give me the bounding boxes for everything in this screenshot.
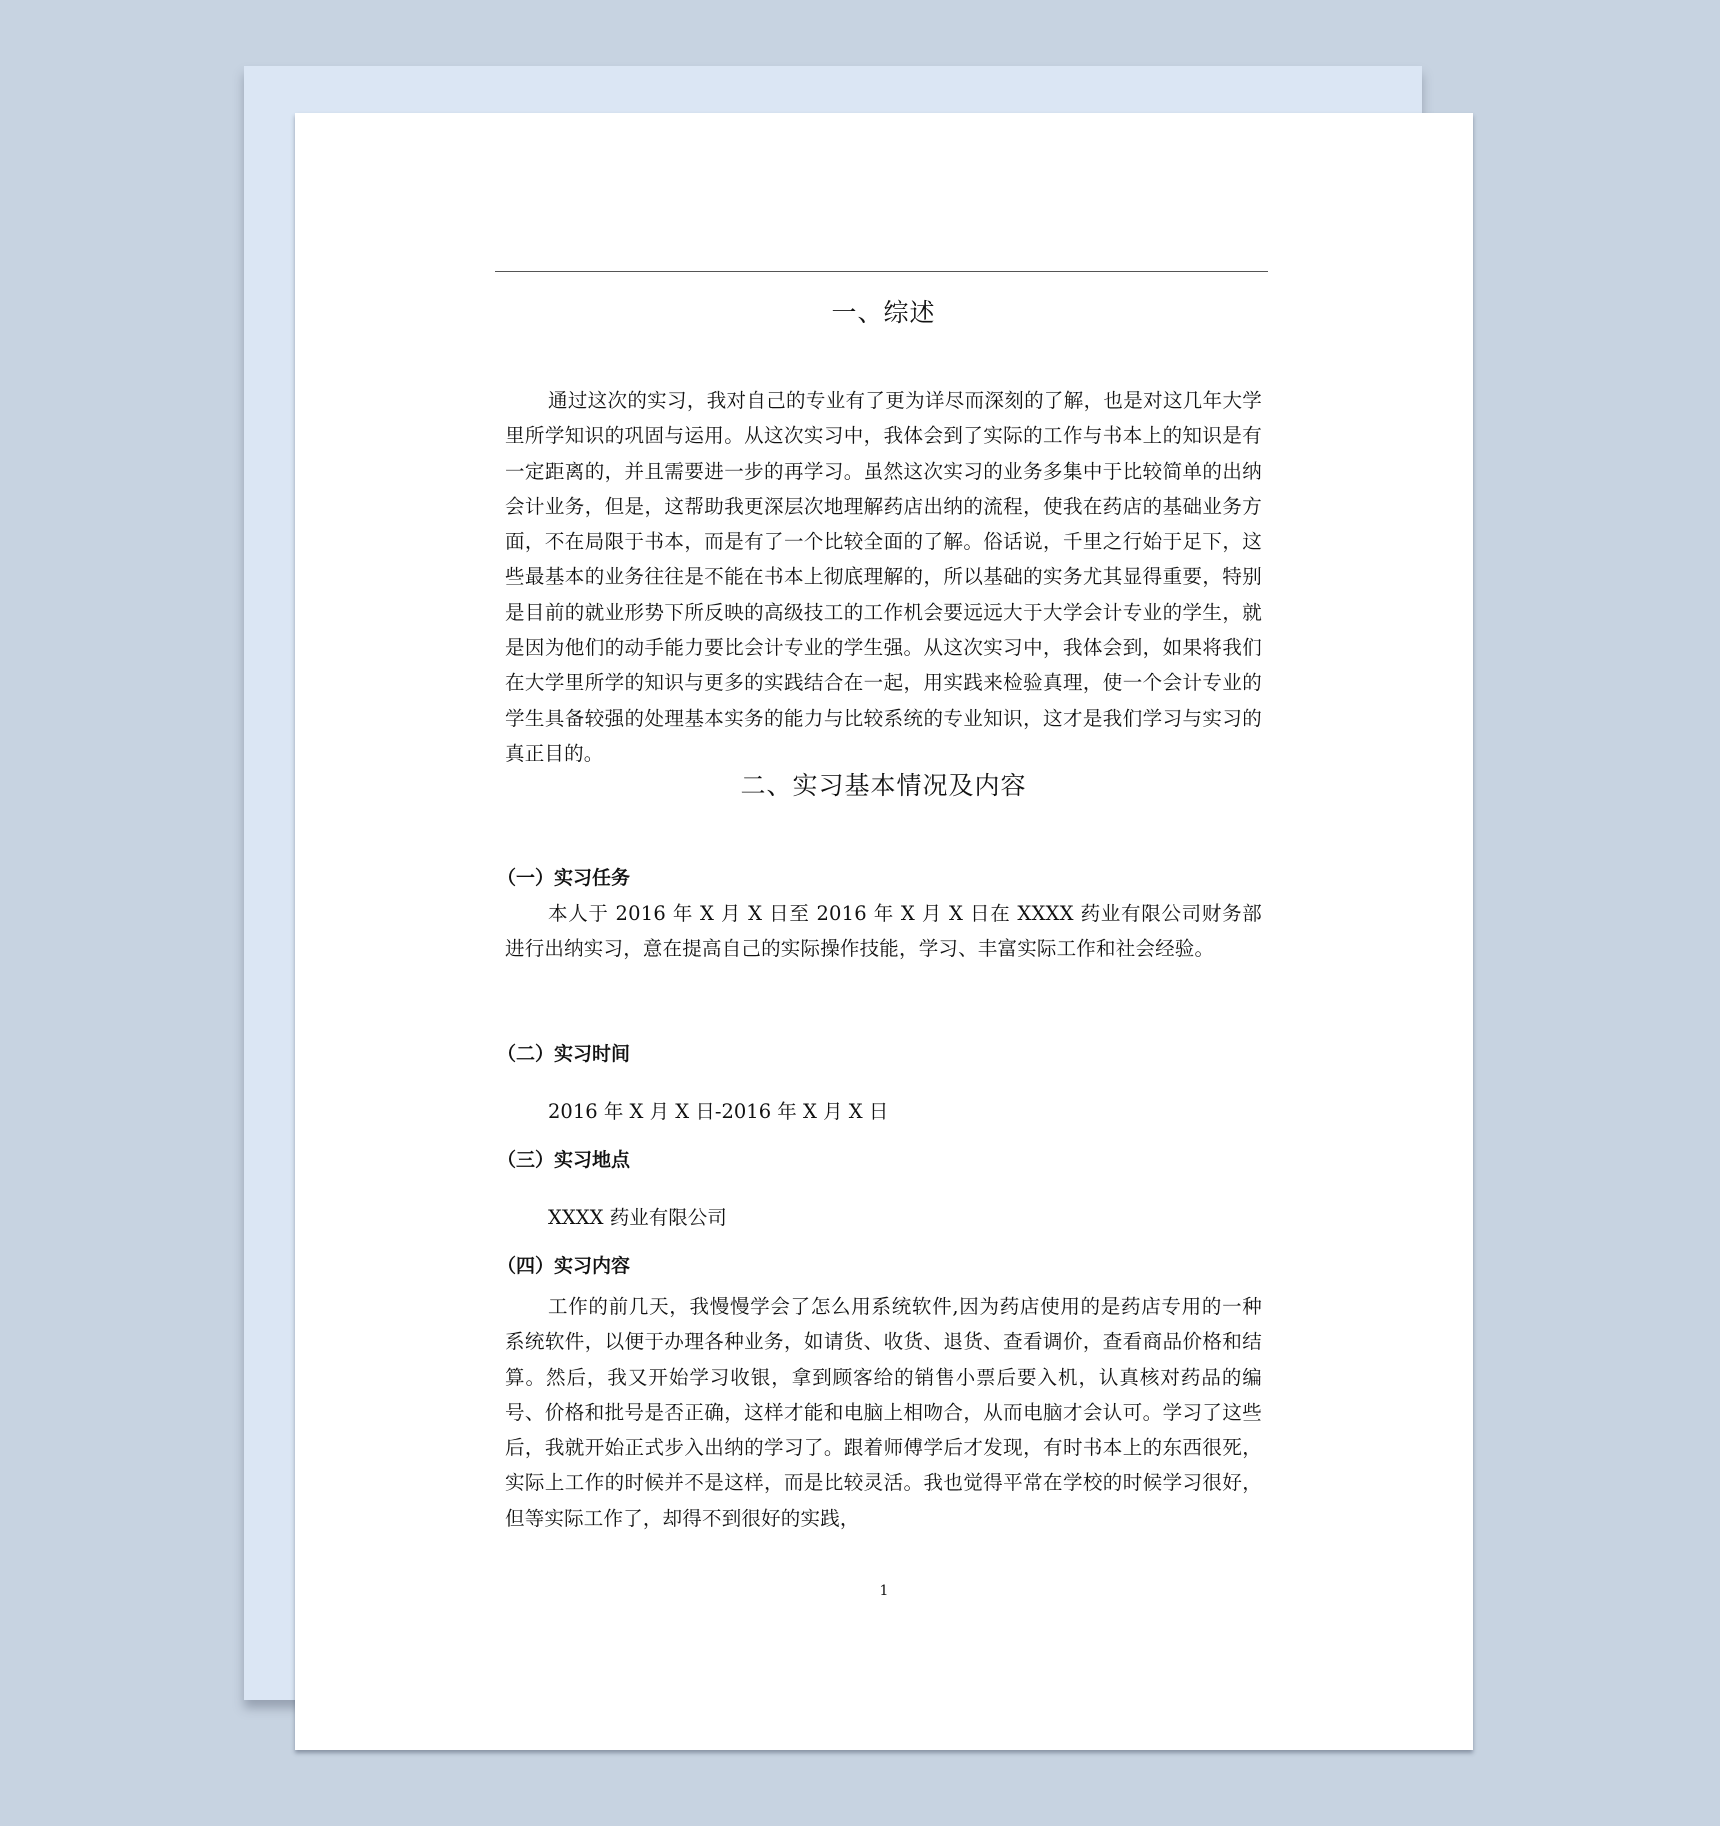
task-paragraph: 本人于 2016 年 X 月 X 日至 2016 年 X 月 X 日在 XXXX 药业有限公司财务部进行出纳实习，意在提高自己的实际操作技能，学习、丰富实际工作和社会经验。: [505, 902, 1262, 961]
subsection-heading-time: （二）实习时间: [497, 1043, 631, 1065]
header-rule-divider: [495, 271, 1268, 272]
time-text: 2016 年 X 月 X 日-2016 年 X 月 X 日: [548, 1100, 889, 1123]
subsection-heading-content: （四）实习内容: [497, 1255, 631, 1277]
section-heading-internship-basics: 二、实习基本情况及内容: [740, 771, 1027, 800]
overview-paragraph: 通过这次的实习，我对自己的专业有了更为详尽而深刻的了解，也是对这几年大学里所学知识的巩固与运用。从这次实习中，我体会到了实际的工作与书本上的知识是有一定距离的，并且需要进一步的再学习。虽然这次实习的业务多集中于比较简单的出纳会计业务，但是，这帮助我更深层次地理解药店出纳的流程，使我在药店的基础业务方面，不在局限于书本，而是有了一个比较全面的了解。俗话说，千里之行始于足下，这些最基本的业务往往是不能在书本上彻底理解的，所以基础的实务尤其显得重要，特别是目前的就业形势下所反映的高级技工的工作机会要远远大于大学会计专业的学生，就是因为他们的动手能力要比会计专业的学生强。从这次实习中，我体会到，如果将我们在大学里所学的知识与更多的实践结合在一起，用实践来检验真理，使一个会计专业的学生具备较强的处理基本实务的能力与比较系统的专业知识，这才是我们学习与实习的真正目的。: [505, 389, 1262, 765]
subsection-heading-task: （一）实习任务: [497, 867, 631, 889]
content-paragraph: 工作的前几天，我慢慢学会了怎么用系统软件,因为药店使用的是药店专用的一种系统软件，以便于办理各种业务，如请货、收货、退货、查看调价，查看商品价格和结算。然后，我又开始学习收银，拿到顾客给的销售小票后要入机，认真核对药品的编号、价格和批号是否正确，这样才能和电脑上相吻合，从而电脑才会认可。学习了这些后，我就开始正式步入出纳的学习了。跟着师傅学后才发现，有时书本上的东西很死，实际上工作的时候并不是这样，而是比较灵活。我也觉得平常在学校的时候学习很好，但等实际工作了，却得不到很好的实践，: [505, 1295, 1262, 1530]
document-page: [295, 113, 1473, 1750]
subsection-heading-location: （三）实习地点: [497, 1149, 631, 1171]
page-number: 1: [879, 1583, 889, 1599]
section-heading-overview: 一、综述: [831, 298, 936, 327]
location-text: XXXX 药业有限公司: [548, 1206, 727, 1229]
